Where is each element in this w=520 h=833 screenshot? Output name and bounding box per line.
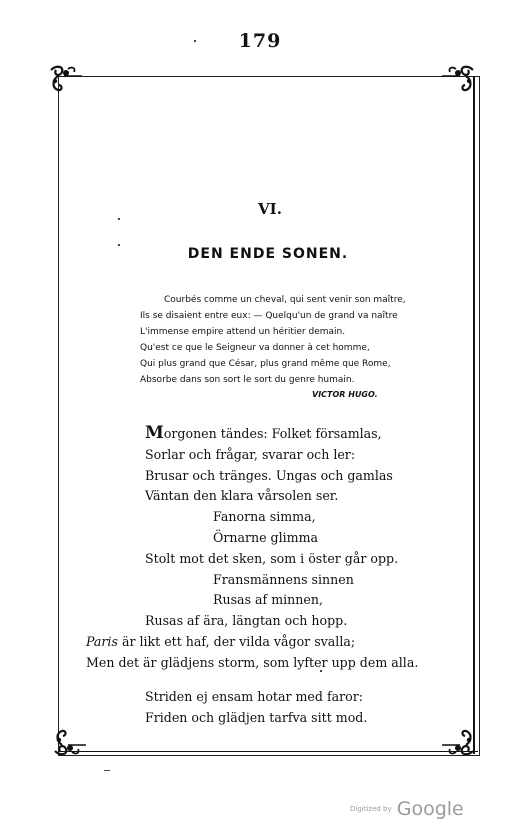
- epigraph-line: Courbés comme un cheval, qui sent venir son maître,: [164, 295, 406, 305]
- epigraph-line: Absorbe dans son sort le sort du genre humain.: [140, 375, 355, 385]
- verse-line: Väntan den klara vårsolen ser.: [145, 488, 339, 504]
- print-speck: [104, 770, 110, 771]
- poem-title: DEN ENDE SONEN.: [187, 246, 349, 262]
- verse-line: Brusar och tränges. Ungas och gamlas: [145, 467, 393, 483]
- print-speck: [118, 244, 120, 246]
- verse-line: Men det är glädjens storm, som lyfter upp dem alla.: [86, 654, 419, 670]
- verse-line: Rusas af minnen,: [213, 592, 323, 608]
- stanza-1: [0, 423, 520, 674]
- verse-line: [145, 423, 520, 445]
- verse-line: Striden ej ensam hotar med faror:: [145, 689, 363, 704]
- verse-line: Fanorna simma,: [213, 509, 316, 525]
- digitized-by-google-watermark: [350, 798, 464, 820]
- corner-ornament-icon: [440, 727, 476, 757]
- verse-line: Stolt mot det sken, som i öster går opp.: [145, 550, 399, 566]
- epigraph-attribution: VICTOR HUGO.: [312, 390, 378, 399]
- epigraph-line: Ils se disaient entre eux: — Quelqu'un de grand va naître: [140, 311, 398, 321]
- verse-line: [86, 632, 520, 653]
- verse-line: Rusas af ära, längtan och hopp.: [145, 613, 348, 629]
- corner-ornament-icon: [48, 64, 84, 94]
- section-number: VI.: [258, 200, 282, 218]
- print-speck: [118, 218, 120, 220]
- verse-line: Fransmännens sinnen: [213, 571, 354, 587]
- page-number: 179: [238, 30, 282, 52]
- print-speck: [194, 40, 196, 42]
- verse-line: Örnarne glimma: [213, 529, 319, 545]
- stanza-2: [0, 687, 520, 729]
- verse-text: är likt ett haf, der vilda vågor svalla;: [117, 633, 356, 649]
- google-logo: Google: [396, 798, 464, 820]
- verse-line: Friden och glädjen tarfva sitt mod.: [145, 709, 368, 725]
- drop-cap: M: [145, 423, 164, 443]
- verse-italic: Paris: [86, 633, 118, 649]
- epigraph: [140, 292, 470, 388]
- watermark-prefix: Digitized by: [350, 805, 392, 813]
- frame-rule-bottom: [58, 751, 478, 752]
- print-speck: [320, 670, 322, 672]
- epigraph-line: L'immense empire attend un héritier demain.: [140, 327, 346, 337]
- verse-line: Sorlar och frågar, svarar och ler:: [145, 446, 356, 462]
- epigraph-line: Qu'est ce que le Seigneur va donner à cet homme,: [140, 343, 370, 353]
- corner-ornament-icon: [52, 727, 88, 757]
- corner-ornament-icon: [440, 64, 476, 94]
- verse-text: orgonen tändes: Folket församlas,: [163, 426, 382, 441]
- epigraph-line: Qui plus grand que César, plus grand même que Rome,: [140, 359, 391, 369]
